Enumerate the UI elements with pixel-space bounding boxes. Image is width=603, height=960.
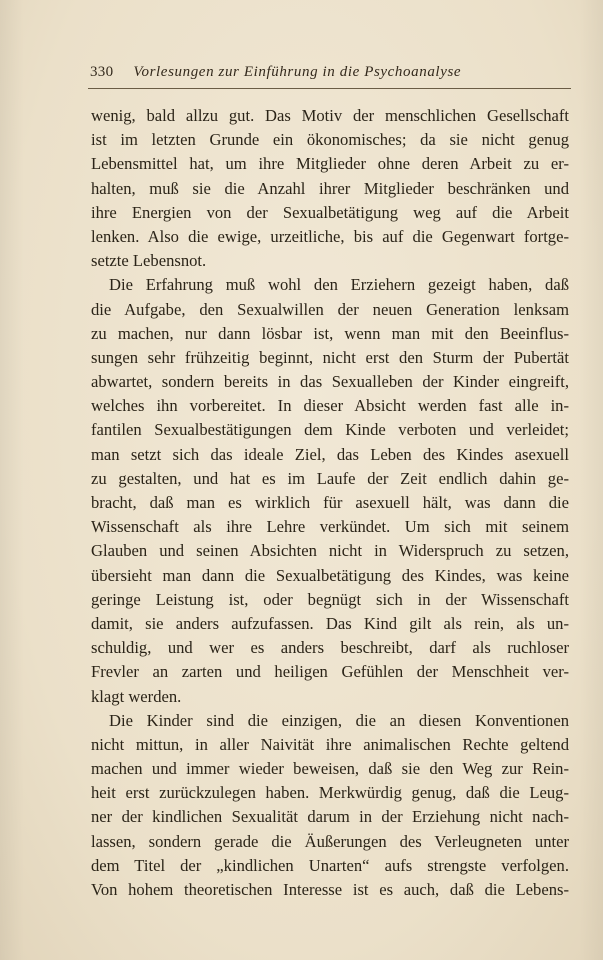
text-line: abwartet, sondern bereits in das Sexualleben der Kinder eingreift, bbox=[91, 372, 569, 392]
text-line: man setzt sich das ideale Ziel, das Leben des Kindes asexuell bbox=[91, 444, 569, 464]
text-line: Die Kinder sind die einzigen, die an diesen Konventionen bbox=[109, 710, 569, 730]
text-line: Wissenschaft als ihre Lehre verkündet. Um sich mit seinem bbox=[91, 517, 569, 537]
text-line: wenig, bald allzu gut. Das Motiv der menschlichen Gesellschaft bbox=[91, 106, 569, 125]
text-line: Die Erfahrung muß wohl den Erziehern gezeigt haben, daß bbox=[109, 275, 569, 295]
text-line: geringe Leistung ist, oder begnügt sich in der Wissenschaft bbox=[91, 589, 569, 609]
running-header bbox=[90, 64, 510, 86]
text-line: Frevler an zarten und heiligen Gefühlen der Menschheit ver- bbox=[91, 662, 569, 682]
text-line: ihre Energien von der Sexualbetätigung weg auf die Arbeit bbox=[91, 202, 569, 222]
text-line: Lebensmittel hat, um ihre Mitglieder ohne deren Arbeit zu er- bbox=[91, 154, 569, 174]
text-line: Von hohem theoretischen Interesse ist es auch, daß die Lebens- bbox=[91, 880, 569, 899]
text-line: heit erst zurückzulegen haben. Merkwürdig genug, daß die Leug- bbox=[91, 783, 569, 803]
text-line: bracht, daß man es wirklich für asexuell hält, was dann die bbox=[91, 493, 569, 512]
text-line: ist im letzten Grunde ein ökonomisches; da sie nicht genug bbox=[91, 130, 569, 150]
text-line: dem Titel der „kindlichen Unarten“ aufs strengste verfolgen. bbox=[91, 855, 569, 875]
text-line: zu machen, nur dann lösbar ist, wenn man mit den Beeinflus- bbox=[91, 323, 569, 343]
running-title: Vorlesungen zur Einführung in die Psychoanalyse bbox=[133, 64, 462, 80]
text-line: zu gestalten, und hat es im Laufe der Zeit endlich dahin ge- bbox=[91, 468, 569, 488]
text-line: setzte Lebensnot. bbox=[91, 251, 207, 271]
text-line: machen und immer wieder beweisen, daß sie den Weg zur Rein- bbox=[91, 759, 569, 779]
body-text bbox=[91, 104, 569, 902]
text-line: schuldig, und wer es anders beschreibt, darf als ruchloser bbox=[91, 638, 569, 658]
text-line: fantilen Sexualbestätigungen dem Kinde verboten und verleidet; bbox=[91, 420, 569, 440]
text-line: die Aufgabe, den Sexualwillen der neuen Generation lenksam bbox=[91, 299, 569, 319]
text-line: halten, muß sie die Anzahl ihrer Mitglieder beschränken und bbox=[91, 178, 569, 198]
text-line: welches ihn vorbereitet. In dieser Absicht werden fast alle in- bbox=[91, 396, 569, 416]
text-line: lenken. Also die ewige, urzeitliche, bis auf die Gegenwart fortge- bbox=[91, 226, 569, 246]
text-line: übersieht man dann die Sexualbetätigung des Kindes, was keine bbox=[91, 565, 569, 585]
text-line: klagt werden. bbox=[91, 686, 182, 706]
header-rule bbox=[88, 88, 571, 89]
text-line: sungen sehr frühzeitig beginnt, nicht erst den Sturm der Pubertät bbox=[91, 347, 569, 367]
text-line: damit, sie anders aufzufassen. Das Kind gilt als rein, als un- bbox=[91, 613, 569, 633]
text-line: ner der kindlichen Sexualität darum in der Erziehung nicht nach- bbox=[91, 807, 569, 827]
text-line: nicht mittun, in aller Naivität ihre animalischen Rechte geltend bbox=[91, 734, 569, 754]
text-line: lassen, sondern gerade die Äußerungen des Verleugneten unter bbox=[91, 831, 569, 851]
text-line: Glauben und seinen Absichten nicht in Widerspruch zu setzen, bbox=[91, 541, 569, 561]
page-number: 330 bbox=[90, 64, 114, 80]
